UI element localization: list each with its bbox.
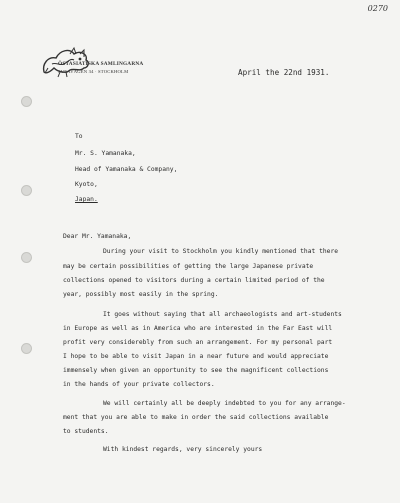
body-line: may be certain possibilities of getting the large Japanese private: [63, 263, 314, 270]
punch-hole: [21, 343, 32, 354]
punch-hole: [21, 185, 32, 196]
body-line: in Europe as well as in America who are interested in the Far East will: [63, 325, 333, 332]
body-line: immensely when given an opportunity to see the magnificent collections: [63, 367, 329, 374]
body-line: We will certainly all be deeply indebted to you for any arrange-: [103, 400, 346, 407]
body-line: ment that you are able to make in order the said collections available: [63, 414, 329, 421]
body-line: During your visit to Stockholm you kindly mentioned that there: [103, 248, 339, 255]
recipient-title: Head of Yamanaka & Company,: [75, 166, 178, 173]
letterhead-name: ÖSTASIATISKA SAMLINGARNA: [58, 61, 144, 67]
salutation: Dear Mr. Yamanaka,: [63, 233, 132, 240]
body-line: It goes without saying that all archaeologists and art-students: [103, 311, 342, 318]
recipient-name: Mr. S. Yamanaka,: [75, 150, 136, 157]
closing-line: With kindest regards, very sincerely yours: [103, 446, 263, 453]
punch-hole: [21, 252, 32, 263]
body-line: year, possibly most easily in the spring.: [63, 291, 219, 298]
body-line: in the hands of your private collectors.: [63, 381, 215, 388]
recipient-country: Japan.: [75, 196, 98, 203]
body-line: profit very considerebly from such an arrangement. For my personal part: [63, 339, 333, 346]
body-line: I hope to be able to visit Japan in a near future and would appreciate: [63, 353, 329, 360]
letterhead-address: SVEAVÄGEN 34 · STOCKHOLM: [58, 69, 129, 74]
page-number: 0270: [367, 4, 388, 13]
recipient-to: To: [75, 133, 83, 140]
body-line: to students.: [63, 428, 109, 435]
recipient-city: Kyoto,: [75, 181, 98, 188]
body-line: collections opened to visitors during a certain limited period of the: [63, 277, 325, 284]
letter-date: April the 22nd 1931.: [238, 68, 330, 77]
punch-hole: [21, 96, 32, 107]
